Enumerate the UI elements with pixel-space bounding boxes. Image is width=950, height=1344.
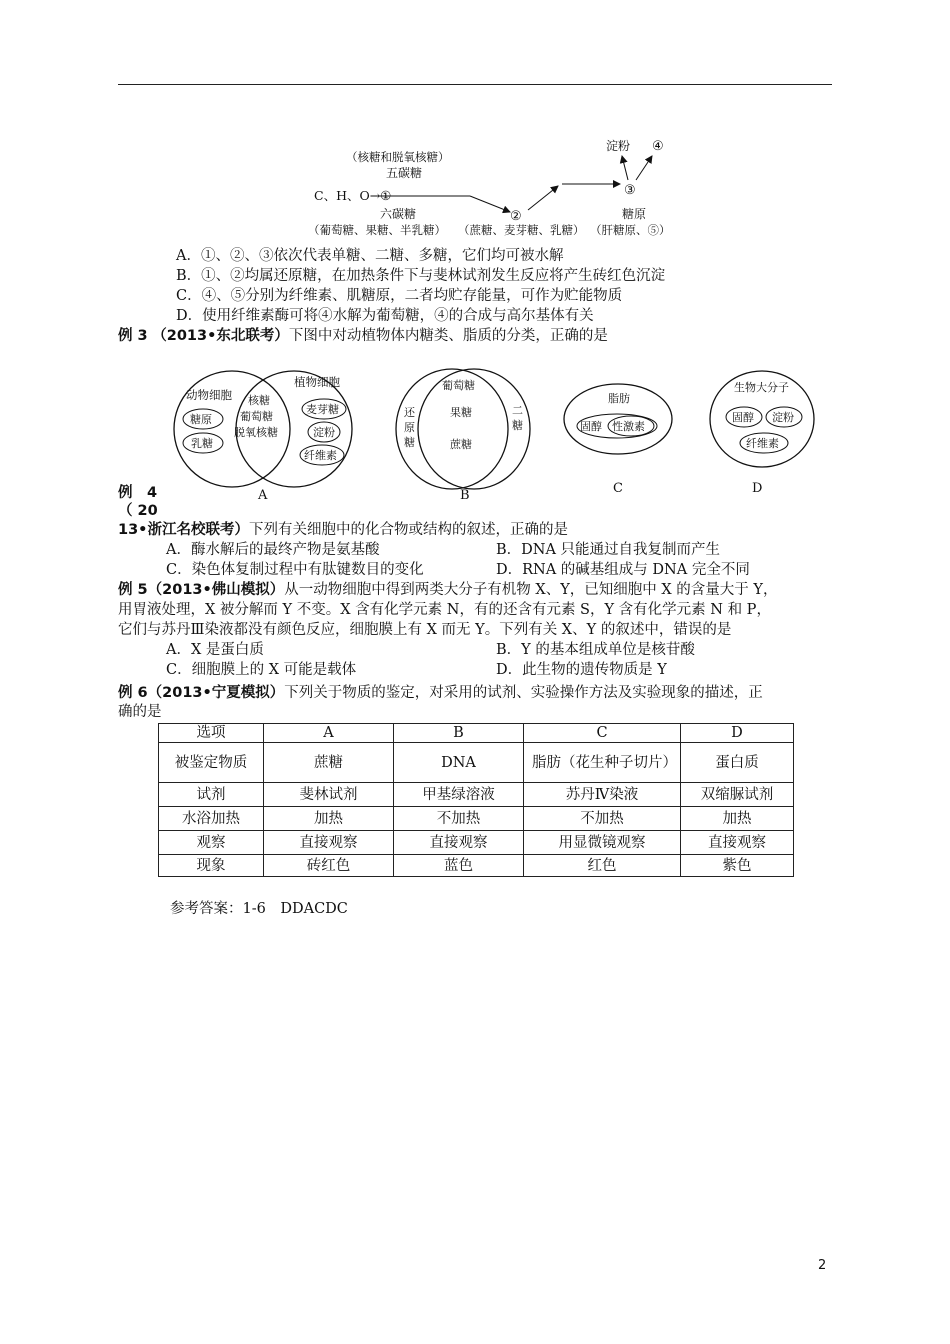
table-cell: 用显微镜观察 (524, 831, 681, 855)
example-4-stem (118, 521, 568, 540)
table-cell: 双缩脲试剂 (681, 783, 794, 807)
table-cell: 不加热 (394, 807, 524, 831)
disaccharide-note: （蔗糖、麦芽糖、乳糖） (458, 223, 585, 237)
pentose: 五碳糖 (386, 166, 423, 180)
example-6-text-1: 下列关于物质的鉴定，对采用的试剂、实验操作方法及实验现象的描述，正 (284, 685, 763, 701)
table-cell: 蓝色 (394, 855, 524, 877)
venn-a-lactose: 乳糖 (191, 437, 213, 450)
venn-b (396, 369, 530, 503)
example-6-line-2: 确的是 (118, 704, 162, 720)
table-header-cell: 选项 (159, 724, 264, 743)
q2-option-a: A．①、②、③依次代表单糖、二糖、多糖，它们均可被水解 (176, 248, 564, 264)
table-header-cell: B (394, 724, 524, 743)
table-cell: 加热 (264, 807, 394, 831)
venn-c-sterol: 固醇 (580, 420, 602, 433)
table-cell: 现象 (159, 855, 264, 877)
starch-label: 淀粉 (606, 139, 631, 153)
example-3 (118, 327, 608, 346)
venn-b-reducing-2: 原 (404, 421, 415, 434)
venn-diagrams (170, 356, 840, 504)
node-3: ③ (624, 183, 636, 198)
table-cell: 直接观察 (681, 831, 794, 855)
example-5-line-2: 用胃液处理，X 被分解而 Y 不变。X 含有化学元素 N，有的还含有元素 S，Y 含有化学元素 N 和 P， (118, 602, 771, 618)
venn-a-starch: 淀粉 (313, 426, 335, 439)
table-cell: 红色 (524, 855, 681, 877)
reagent-table (158, 723, 794, 877)
table-cell: 观察 (159, 831, 264, 855)
venn-c-hormone: 性激素 (612, 420, 645, 433)
pentose-note: （核糖和脱氧核糖） (346, 150, 450, 164)
table-cell: 直接观察 (394, 831, 524, 855)
venn-a-cellulose: 纤维素 (304, 449, 337, 462)
example-5-option-c: C．细胞膜上的 X 可能是载体 (166, 662, 357, 678)
q2-option-d: D．使用纤维素酶可将④水解为葡萄糖，④的合成与高尔基体有关 (176, 308, 594, 324)
venn-a-common-2: 葡萄糖 (240, 410, 273, 423)
example-4-source: 13•浙江名校联考） (118, 522, 249, 538)
venn-b-fructose: 果糖 (450, 406, 472, 419)
venn-b-reducing-1: 还 (404, 406, 415, 419)
example-3-stem: 下图中对动植物体内糖类、脂质的分类，正确的是 (288, 328, 608, 344)
hexose-note: （葡萄糖、果糖、半乳糖） (308, 223, 446, 237)
venn-c-letter: C (613, 481, 623, 496)
table-row (159, 743, 794, 783)
glycogen-note: （肝糖原、⑤） (590, 223, 671, 237)
example-4-label-cont: （ 20 (118, 503, 158, 519)
venn-a-common-1: 核糖 (248, 394, 270, 407)
venn-a-right-title: 植物细胞 (294, 375, 340, 389)
venn-a-letter: A (258, 488, 268, 503)
venn-b-glucose: 葡萄糖 (442, 379, 475, 392)
example-5-option-a: A．X 是蛋白质 (166, 642, 264, 658)
venn-b-sucrose: 蔗糖 (450, 438, 472, 451)
hexose: 六碳糖 (380, 207, 417, 221)
table-cell: 蛋白质 (681, 743, 794, 783)
table-row (159, 831, 794, 855)
venn-d-cellulose: 纤维素 (746, 437, 779, 450)
table-cell: 蔗糖 (264, 743, 394, 783)
example-4-label: 例 4 (118, 485, 158, 501)
example-4-option-c: C．染色体复制过程中有肽键数目的变化 (166, 562, 424, 578)
table-header-cell: A (264, 724, 394, 743)
example-5-option-b: B．Y 的基本组成单位是核苷酸 (496, 642, 695, 658)
example-5-line-1 (118, 581, 778, 600)
venn-a-left-title: 动物细胞 (186, 388, 232, 402)
venn-d-sterol: 固醇 (732, 411, 754, 424)
table-header-row (159, 724, 794, 743)
example-4-option-a: A．酶水解后的最终产物是氨基酸 (166, 542, 380, 558)
table-cell: 苏丹Ⅳ染液 (524, 783, 681, 807)
table-cell: 直接观察 (264, 831, 394, 855)
table-cell: 加热 (681, 807, 794, 831)
page-number: 2 (818, 1258, 827, 1273)
table-cell: 试剂 (159, 783, 264, 807)
table-cell: 斐林试剂 (264, 783, 394, 807)
example-4-question: 下列有关细胞中的化合物或结构的叙述，正确的是 (248, 522, 568, 538)
table-cell: 水浴加热 (159, 807, 264, 831)
venn-a (174, 371, 352, 503)
venn-a-maltose: 麦芽糖 (306, 403, 339, 416)
example-5-text-1: 从一动物细胞中得到两类大分子有机物 X、Y，已知细胞中 X 的含量大于 Y， (284, 582, 778, 598)
answer-key: 参考答案：1-6 DDACDC (170, 901, 348, 917)
venn-d-starch: 淀粉 (772, 411, 794, 424)
table-cell: 不加热 (524, 807, 681, 831)
venn-b-di-2: 糖 (512, 419, 523, 432)
example-6-line-1 (118, 684, 763, 703)
glycogen-label: 糖原 (622, 207, 647, 221)
example-5-option-d: D．此生物的遗传物质是 Y (496, 662, 667, 678)
example-3-label: 例 3 (118, 328, 148, 344)
venn-d (710, 371, 814, 496)
venn-c-fat: 脂肪 (608, 392, 630, 405)
example-6-source: （2013•宁夏模拟） (147, 685, 285, 701)
example-5-line-3: 它们与苏丹Ⅲ染液都没有颜色反应，细胞膜上有 X 而无 Y。下列有关 X、Y 的叙述中，错误的是 (118, 622, 732, 638)
venn-a-glycogen: 糖原 (190, 413, 212, 426)
node-4: ④ (652, 139, 664, 154)
example-4-option-b: B．DNA 只能通过自我复制而产生 (496, 542, 721, 558)
table-row (159, 783, 794, 807)
example-4-option-d: D．RNA 的碱基组成与 DNA 完全不同 (496, 562, 750, 578)
table-cell: 紫色 (681, 855, 794, 877)
q2-option-b: B．①、②均属还原糖，在加热条件下与斐林试剂发生反应将产生砖红色沉淀 (176, 268, 666, 284)
table-cell: 脂肪（花生种子切片） (524, 743, 681, 783)
table-cell: 砖红色 (264, 855, 394, 877)
example-5-source: （2013•佛山模拟） (147, 582, 285, 598)
elements: C、H、O→① (314, 188, 392, 203)
table-row (159, 807, 794, 831)
table-cell: 被鉴定物质 (159, 743, 264, 783)
sugar-flow-diagram (300, 130, 700, 242)
example-3-source: （2013•东北联考） (152, 328, 289, 344)
table-row (159, 855, 794, 877)
venn-a-common-3: 脱氧核糖 (234, 426, 278, 439)
venn-d-letter: D (752, 481, 763, 496)
table-header-cell: C (524, 724, 681, 743)
table-cell: DNA (394, 743, 524, 783)
q2-option-c: C．④、⑤分别为纤维素、肌糖原，二者均贮存能量，可作为贮能物质 (176, 288, 623, 304)
table-cell: 甲基绿溶液 (394, 783, 524, 807)
node-2: ② (510, 209, 522, 224)
venn-d-macro: 生物大分子 (734, 381, 789, 394)
venn-c (564, 384, 672, 496)
header-rule (118, 84, 832, 85)
venn-b-di-1: 二 (512, 404, 523, 417)
example-6-label: 例 6 (118, 685, 148, 701)
example-5-label: 例 5 (118, 582, 148, 598)
venn-b-letter: B (460, 488, 470, 503)
table-header-cell: D (681, 724, 794, 743)
venn-b-reducing-3: 糖 (404, 436, 415, 449)
